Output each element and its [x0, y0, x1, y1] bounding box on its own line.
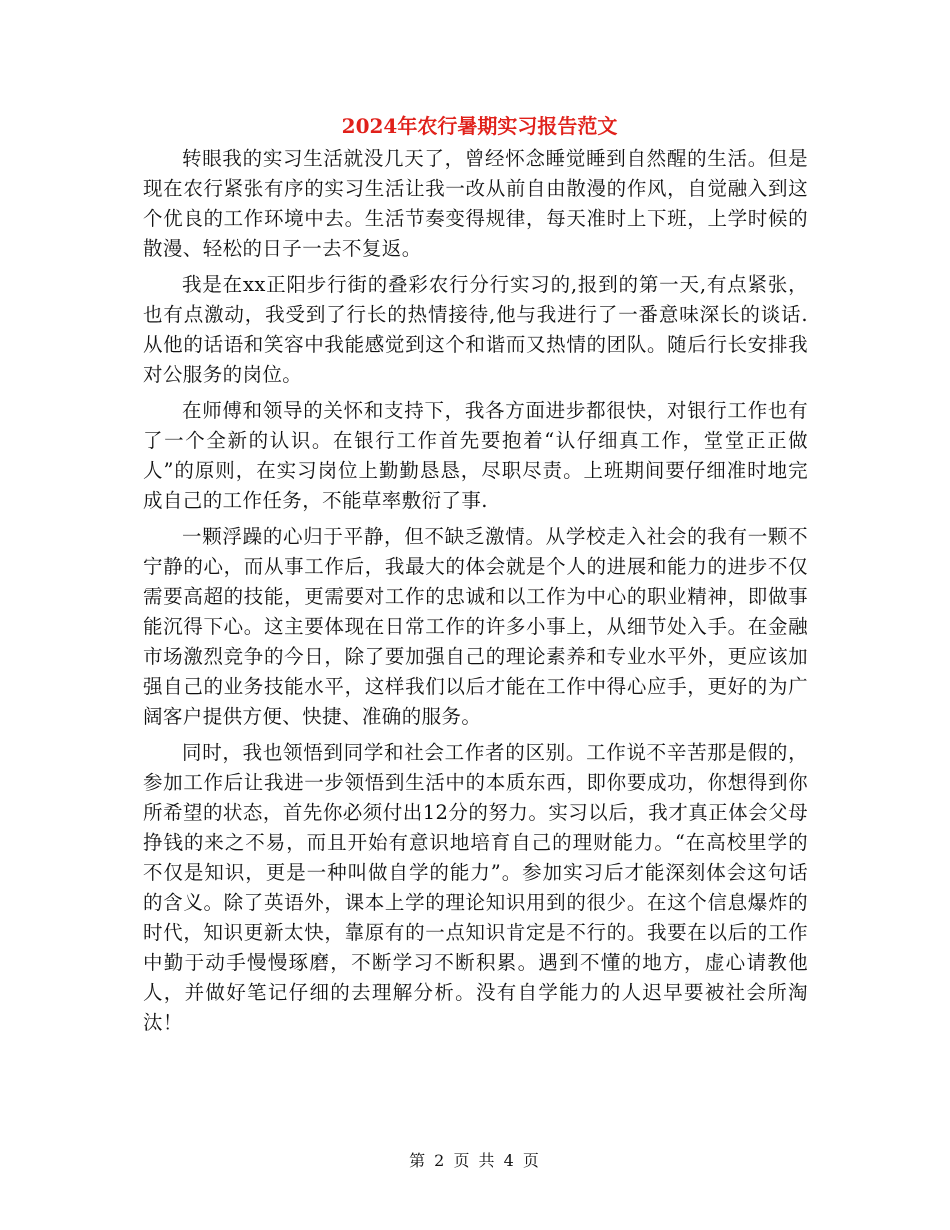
paragraph-2: 我是在xx正阳步行街的叠彩农行分行实习的,报到的第一天,有点紧张，也有点激动，我受到了行长的热情接待,他与我进行了一番意味深长的谈话.从他的话语和笑容中我能感觉到这个和谐而又热情的团队。随后行长安排我对公服务的岗位。 [143, 273, 808, 386]
document-page [143, 108, 808, 1038]
paragraph-1: 转眼我的实习生活就没几天了，曾经怀念睡觉睡到自然醒的生活。但是现在农行紧张有序的实习生活让我一改从前自由散漫的作风，自觉融入到这个优良的工作环境中去。生活节奏变得规律，每天准时上下班，上学时候的散漫、轻松的日子一去不复返。 [143, 147, 808, 260]
paragraph-4: 一颗浮躁的心归于平静，但不缺乏激情。从学校走入社会的我有一颗不宁静的心，而从事工作后，我最大的体会就是个人的进展和能力的进步不仅需要高超的技能，更需要对工作的忠诚和以工作为中心的职业精神，即做事能沉得下心。这主要体现在日常工作的许多小事上，从细节处入手。在金融市场激烈竞争的今日，除了要加强自己的理论素养和专业水平外，更应该加强自己的业务技能水平，这样我们以后才能在工作中得心应手，更好的为广阔客户提供方便、快捷、准确的服务。 [143, 525, 808, 728]
page-footer: 第 2 页 共 4 页 [409, 1151, 541, 1170]
document-title: 2024年农行暑期实习报告范文 [341, 114, 618, 138]
paragraph-5: 同时，我也领悟到同学和社会工作者的区别。工作说不辛苦那是假的，参加工作后让我进一步领悟到生活中的本质东西，即你要成功，你想得到你所希望的状态，首先你必须付出12分的努力。实习以后，我才真正体会父母挣钱的来之不易，而且开始有意识地培育自己的理财能力。“在高校里学的不仅是知识，更是一种叫做自学的能力”。参加实习后才能深刻体会这句话的含义。除了英语外，课本上学的理论知识用到的很少。在这个信息爆炸的时代，知识更新太快，靠原有的一点知识肯定是不行的。我要在以后的工作中勤于动手慢慢琢磨，不断学习不断积累。遇到不懂的地方，虚心请教他人，并做好笔记仔细的去理解分析。没有自学能力的人迟早要被社会所淘汰！ [143, 741, 808, 1034]
paragraph-3: 在师傅和领导的关怀和支持下，我各方面进步都很快，对银行工作也有了一个全新的认识。在银行工作首先要抱着“认仔细真工作，堂堂正正做人”的原则，在实习岗位上勤勤恳恳，尽职尽责。上班期间要仔细准时地完成自己的工作任务，不能草率敷衍了事. [143, 399, 808, 512]
